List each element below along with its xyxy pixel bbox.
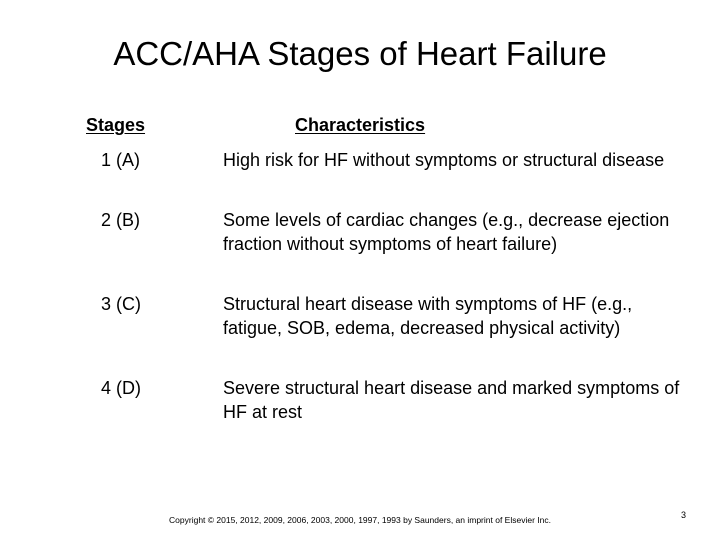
- stage-characteristics: High risk for HF without symptoms or structural disease: [223, 150, 665, 170]
- stage-characteristics: Structural heart disease with symptoms of HF (e.g., fatigue, SOB, edema, decreased physical activity): [223, 294, 633, 338]
- stage-label: 2 (B): [101, 210, 141, 230]
- stage-label: 3 (C): [101, 294, 141, 314]
- slide-title: ACC/AHA Stages of Heart Failure: [113, 35, 607, 72]
- stages-column-header: Stages: [86, 115, 146, 135]
- copyright-notice: Copyright © 2015, 2012, 2009, 2006, 2003, 2000, 1997, 1993 by Saunders, an imprint of Elsevier Inc.: [169, 515, 551, 525]
- stage-characteristics: Severe structural heart disease and marked symptoms of HF at rest: [223, 378, 680, 422]
- stage-characteristics: Some levels of cardiac changes (e.g., decrease ejection fraction without symptoms of heart failure): [223, 210, 670, 254]
- stage-label: 1 (A): [101, 150, 141, 170]
- stage-label: 4 (D): [101, 378, 141, 398]
- characteristics-column-header: Characteristics: [295, 115, 426, 135]
- page-number: 3: [681, 510, 687, 520]
